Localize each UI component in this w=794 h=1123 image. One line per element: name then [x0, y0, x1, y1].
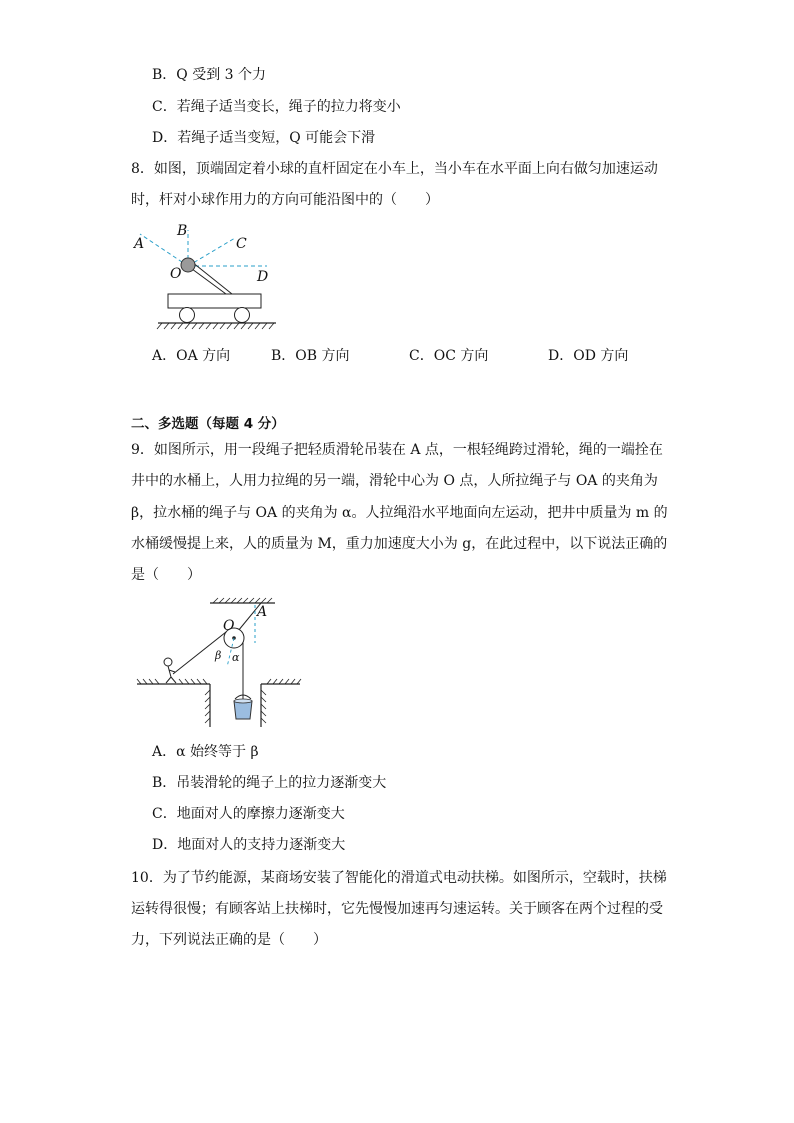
- q9-stem-line4: 水桶缓慢提上来，人的质量为 M，重力加速度大小为 g，在此过程中，以下说法正确的: [131, 536, 668, 552]
- label-a: A: [134, 236, 145, 252]
- q8-option-c: C．OC 方向: [409, 348, 489, 364]
- label-beta: β: [215, 649, 222, 662]
- q9-option-a: A．α 始终等于 β: [152, 744, 259, 760]
- wheel-left: [180, 308, 195, 323]
- q8-option-a: A．OA 方向: [152, 348, 231, 364]
- cart-body: [168, 294, 261, 308]
- bucket: [234, 701, 252, 719]
- person-head: [164, 658, 172, 666]
- q9-option-b: B．吊装滑轮的绳子上的拉力逐渐变大: [152, 775, 387, 791]
- wheel-right: [235, 308, 250, 323]
- label-c: C: [236, 236, 247, 252]
- q8-option-b: B．OB 方向: [271, 348, 350, 364]
- label-o: O: [170, 266, 182, 282]
- q9-stem-line2: 井中的水桶上，人用力拉绳的另一端，滑轮中心为 O 点，人所拉绳子与 OA 的夹角为: [131, 473, 658, 489]
- q9-stem-line5: 是（ ）: [131, 567, 201, 583]
- q10-stem-line2: 运转得很慢；有顾客站上扶梯时，它先慢慢加速再匀速运转。关于顾客在两个过程的受: [131, 901, 663, 917]
- q7-option-b: B．Q 受到 3 个力: [152, 67, 267, 83]
- ball: [181, 258, 195, 272]
- section-heading: 二、多选题（每题 4 分）: [131, 416, 285, 432]
- q10-stem-line3: 力，下列说法正确的是（ ）: [131, 932, 327, 948]
- q10-stem-line1: 10．为了节约能源，某商场安装了智能化的滑道式电动扶梯。如图所示，空载时，扶梯: [131, 870, 667, 886]
- q8-figure-cart: [130, 222, 280, 334]
- q9-stem-line1: 9．如图所示，用一段绳子把轻质滑轮吊装在 A 点，一根轻绳跨过滑轮，绳的一端拴在: [131, 442, 663, 458]
- q7-option-c: C．若绳子适当变长，绳子的拉力将变小: [152, 99, 401, 115]
- label-a: A: [257, 604, 268, 620]
- person-body: [168, 666, 171, 677]
- q9-option-c: C．地面对人的摩擦力逐渐变大: [152, 806, 345, 822]
- label-d: D: [257, 269, 269, 285]
- q8-option-d: D．OD 方向: [548, 348, 629, 364]
- label-alpha: α: [232, 651, 240, 664]
- q9-figure-well: [135, 595, 305, 730]
- q8-stem-line2: 时，杆对小球作用力的方向可能沿图中的（ ）: [131, 192, 439, 208]
- line-oc: [188, 238, 235, 266]
- label-o: O: [223, 618, 235, 634]
- q9-option-d: D．地面对人的支持力逐渐变大: [152, 837, 346, 853]
- q7-option-d: D．若绳子适当变短，Q 可能会下滑: [152, 130, 376, 146]
- q8-stem-line1: 8．如图，顶端固定着小球的直杆固定在小车上，当小车在水平面上向右做匀加速运动: [131, 161, 658, 177]
- q9-stem-line3: β，拉水桶的绳子与 OA 的夹角为 α。人拉绳沿水平地面向左运动，把井中质量为 m 的: [131, 505, 668, 521]
- label-b: B: [177, 223, 188, 239]
